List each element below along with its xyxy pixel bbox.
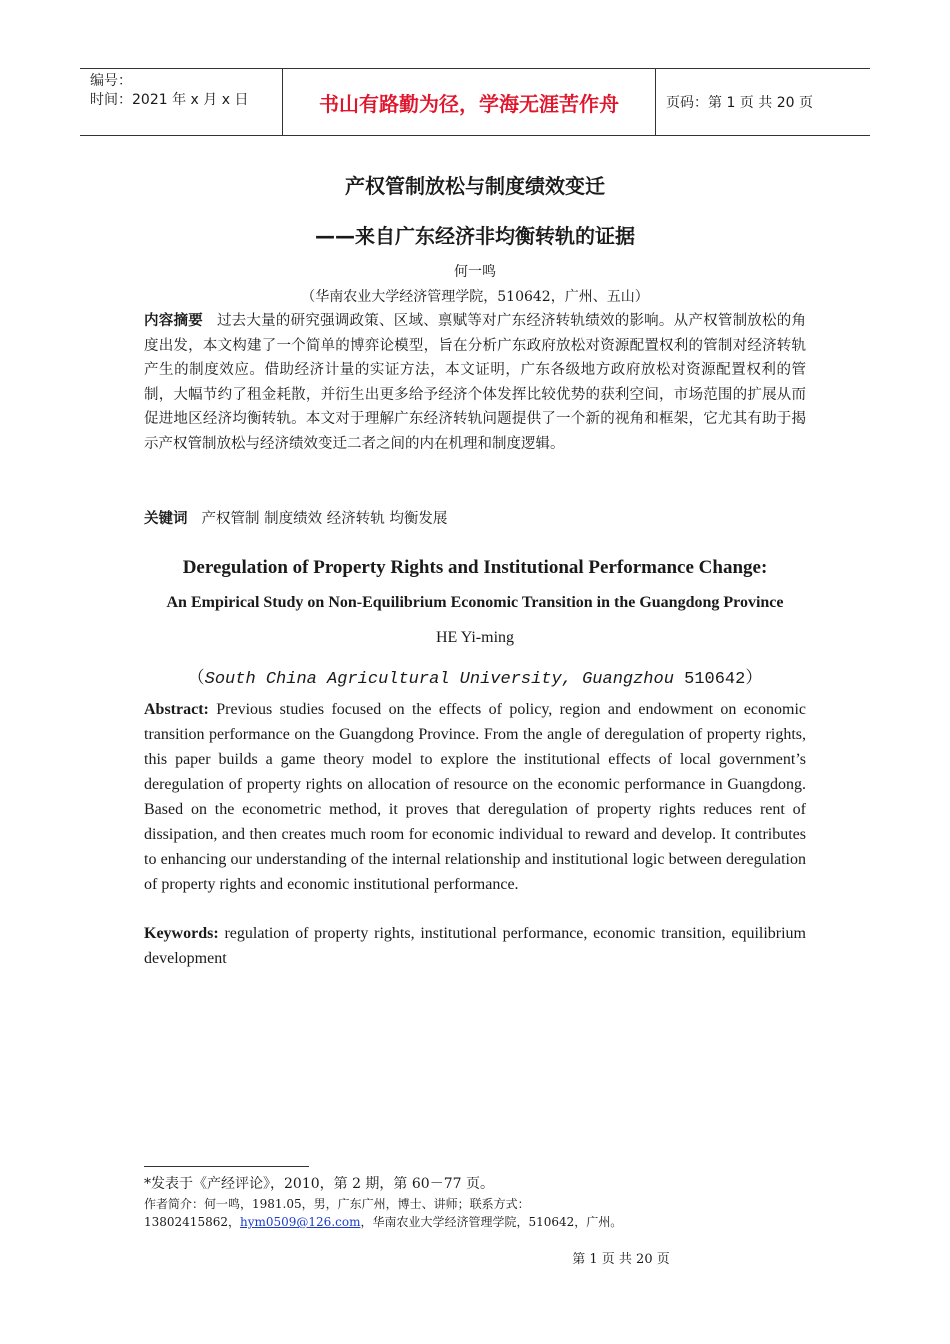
abstract-label-zh: 内容摘要 <box>144 313 203 329</box>
abstract-label-en: Abstract: <box>144 701 209 718</box>
affiliation-open: （ <box>187 670 205 689</box>
page-footer: 第 1 页 共 20 页 <box>572 1252 670 1267</box>
abstract-text-zh: 过去大量的研究强调政策、区域、禀赋等对广东经济转轨绩效的影响。从产权管制放松的角度出发，本文构建了一个简单的博弈论模型，旨在分析广东政府放松对资源配置权利的管制对经济转轨产生的制度效应。借助经济计量的实证方法，本文证明，广东各级地方政府放松对资源配置权利的管制，大幅节约了租金耗散，并衍生出更多给予经济个体发挥比较优势的获利空间，市场范围的扩展从而促进地区经济均衡转轨。本文对于理解广东经济转轨问题提供了一个新的视角和框架，它尤其有助于揭示产权管制放松与经济绩效变迁二者之间的内在机理和制度逻辑。 <box>144 313 807 452</box>
author-zh: 何一鸣 <box>454 264 496 280</box>
abstract-text-en: Previous studies focused on the effects of policy, region and endowment on economic transition performance on the Guangdong Province. From the angle of deregulation of property rights, this paper builds a game theory model to explore the institutional effects of local government’s deregulation of property rights on allocation of resource on the economic performance in Guangdong. Based on the econometric method, it proves that deregulation of property rights reduces rent of dissipation, and then creates much room for economic individual to reward and develop. It contributes to enhancing our understanding of the internal relationship and institutional logic between deregulation of property rights and economic institutional performance. <box>144 701 807 893</box>
footnote-author-intro <box>144 1195 844 1231</box>
affiliation-zh: （华南农业大学经济管理学院，510642，广州、五山） <box>301 289 649 305</box>
affiliation-name-en: South China Agricultural University, Guangzhou <box>204 670 674 689</box>
email-link[interactable]: hym0509@126.com <box>239 1215 361 1229</box>
paper-title-en: Deregulation of Property Rights and Institutional Performance Change: <box>182 557 768 578</box>
keywords-zh <box>144 507 806 532</box>
header-left-cell <box>80 69 282 135</box>
header-motto: 书山有路勤为径，学海无涯苦作舟 <box>282 69 656 135</box>
paper-subtitle-en: An Empirical Study on Non-Equilibrium Economic Transition in the Guangdong Province <box>166 594 784 611</box>
affiliation-code-en: 510642） <box>673 670 763 689</box>
number-label: 编号： <box>90 73 132 89</box>
header-table <box>80 68 870 136</box>
keywords-text-zh: 产权管制 制度绩效 经济转轨 均衡发展 <box>201 511 448 527</box>
keywords-text-en: regulation of property rights, institutional performance, economic transition, equilibrium development <box>144 925 807 967</box>
keywords-label-en: Keywords: <box>144 925 219 942</box>
author-intro-line: 作者简介：何一鸣，1981.05，男，广东广州，博士、讲师；联系方式： <box>144 1197 530 1211</box>
affiliation-en <box>0 663 950 689</box>
contact-line <box>144 1213 844 1231</box>
keywords-en <box>144 921 806 971</box>
paper-title-zh: 产权管制放松与制度绩效变迁 <box>345 174 605 198</box>
contact-address: ，华南农业大学经济管理学院，510642，广州。 <box>360 1215 623 1229</box>
abstract-en <box>144 697 806 897</box>
footnote-divider <box>144 1166 309 1167</box>
paper-subtitle-zh: ——来自广东经济非均衡转轨的证据 <box>315 224 635 248</box>
author-en: HE Yi-ming <box>435 629 515 646</box>
footnote-published: *发表于《产经评论》，2010，第 2 期，第 60－77 页。 <box>144 1176 494 1192</box>
keywords-label-zh: 关键词 <box>144 511 188 527</box>
abstract-zh <box>144 309 806 457</box>
header-page-info: 页码：第 1 页 共 20 页 <box>666 95 813 111</box>
time-label: 时间：2021 年 x 月 x 日 <box>90 92 249 108</box>
phone-number: 13802415862， <box>144 1215 240 1229</box>
